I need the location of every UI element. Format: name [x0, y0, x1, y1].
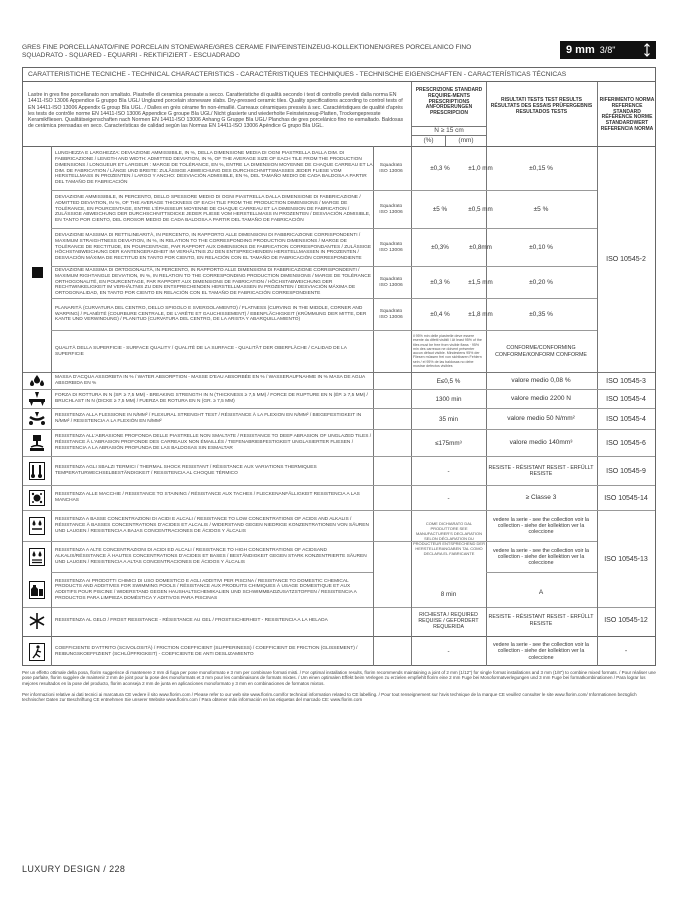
frost-icon	[29, 613, 45, 629]
table-row: RESISTENZA AL GELO / FROST RESISTANCE - RÉSISTANCE AU GEL / FROSTSICHERHEIT - RESISTENCIA A LA HELADA RICHIESTA / REQUIRED REQUISE / GEFORDERT REQUERIDA RESISTE - RÉSISTANT RESIST - ERFÜLLT RESISTE ISO 10545-12	[22, 604, 656, 637]
breaking-strength-icon	[29, 392, 45, 406]
table-row: RESISTENZA AGLI SBALZI TERMICI / THERMAL SHOCK RESISTANT / RÉSISTANCE AUX VARIATIONS THERMIQUES TEMPERATURWECHSELBESTÄNDIGKEIT / RESISTENCIA AL CHOQUE TÉRMICO - RESISTE - RÉSISTANT RESIST - ERFÜLLT RESISTE ISO 10545-9	[23, 457, 655, 485]
table-row: LUNGHEZZA E LARGHEZZA: DEVIAZIONE AMMISSIBILE, IN %, DELLA DIMENSIONE MEDIA DI OGNI PIASTRELLA DALLA DIM. DI FABBRICAZIONE / LENGTH AND WIDTH: ADMITTED DEVIATION, IN %, OF THE AVERAGE SIZE OF EACH TILE FROM THE PRODUCTION DIMENSIONS / LONGUEUR ET LARGEUR : MARGE DE TOLÉRANCE, EN %, ENTRE LA DIMENSION MOYENNE DE CHAQUE CARREAU ET LA DIM. DE FABRICATION / LÄNGE UND BREITE: ZULÄSSIGE ABWEICHUNG DES DURCHSCHNITTSMASSES JEDER FLIESE VOM HERSTELLMASS IN PROZENTEN / LARGO Y ANCHO: DESVIACIÓN ADMISIBLE, EN %, DEL TAMAÑO MEDIO DE CADA BALDOSA A PARTIR DEL TAMAÑO DE FABRICACIÓN Squadrato ISO 13006 ±0,3 % ±1,0 mm ±0,15 %	[55, 151, 553, 185]
size-range-label: N ≥ 15 cm	[434, 127, 464, 134]
water-drops-icon	[29, 375, 45, 387]
norm-iso-10545-13: ISO 10545-13	[604, 555, 648, 563]
results-header: RISULTATI TESTS TEST RESULTS RÉSULTATS DES ESSAIS PRÜFERGEBNIS RESULTADOS TESTS	[490, 97, 593, 115]
header-line-1: GRES FINE PORCELLANATO/FINE PORCELAIN STONEWARE/GRÈS CERAME FIN/FEINSTEINZEUG-KOLLEKTIONEN/GRES PORCELANICO FINO	[22, 44, 472, 51]
unit-mm: (mm)	[458, 137, 474, 144]
abrasion-icon	[30, 435, 44, 451]
manufacturer-declaration: COME DICHIARATO DAL PRODUTTORE SEE MANUFACTURER'S DECLARATION SELON DÉCLARATION DU PRODUCTEUR ENTSPRECHEND DER HERSTELLERANGABEN TAL COMO DECLARA EL FABRICANTE	[412, 521, 485, 556]
table-row: RESISTENZA ALLE MACCHIE / RESISTANCE TO STAINING / RÉSISTANCE AUX TACHES / FLECKENANFÄLLIGKEIT RESISTENCIA A LAS MANCHAS - ≥ Classe 3 ISO 10545-14	[23, 486, 655, 510]
thickness-arrow-icon	[643, 43, 651, 57]
norm-iso-10545-2: ISO 10545-2	[606, 256, 646, 263]
table-row: DEVIAZIONE MASSIMA DI RETTILINEARITÀ, IN PERCENTO, IN RAPPORTO ALLE DIMENSIONI DI FABBRICAZIONE CORRISPONDENTI / MAXIMUM STRAIGHTNESS DEVIATION, IN %, IN RELATION TO THE CORRESPONDING PRODUCTION DIMENSIONS / MARGE DE TOLÉRANCE DE RECTITUDE, EN POURCENTAGE, PAR RAPPORT AUX DIMENSIONS DE FABRICATION CORRESPONDANTES / ZULÄSSIGE HÖCHSTABWEICHUNG DER KANTENGERADHEIT IM VERHÄLTNIS ZU DEN ENTSPRECHENDEN HERSTELLMASSEN IN PROZENTEN / DESVIACIÓN MÁXIMA DE RECTITUD EN TANTO POR CIENTO, EN RELACIÓN CON EL TAMAÑO DE FABRICACIÓN CORRESPONDIENTE Squadrato ISO 13006 ±0,3% ±0,8mm ±0,10 %	[55, 233, 553, 262]
acid-drops-icon	[29, 517, 45, 535]
household-chemicals-icon	[29, 581, 45, 599]
thickness-inch: 3/8"	[599, 45, 616, 55]
stain-icon	[29, 490, 45, 506]
intro-text: Lastre in gres fine porcellanato non smaltato. Piastrelle di ceramica pressate a secco. Caratteristiche di qualità secondo i test di controllo previsti dalla norma EN 14411-ISO 13006 Appendice G gruppo BIa UGL/ Unglazed porcelain stoneware slabs. Dry-pressed ceramic tiles. Quality specifications according to control tests of EN 14411-ISO 13006 Appendix G group BIa UGL. / Dalles en grès cérame fin non-émaillé. Carreaux céramiques pressés à sec. Caractéristiques de qualité d'après les tests de contrôle norme EN 14411-ISO 13006 Appendice G groupe BIa UGL/ Nicht glasierte und wiederholte Feinsteinzeug-Platten, Trockengepresste Keramikfliesen. Qualitätseigenschaften nach Normen EN 14411-ISO 13006 Anhang G Gruppe BIa UGL/ Planchas de gres porcelánico fino no esmaltado. Baldosas de cerámica prensadas en seco. Características de calidad según las Normas EN 14411-ISO 13006 Apéndice G grupo BIa UGL.	[28, 92, 404, 130]
friction-icon	[29, 643, 45, 661]
characteristics-table	[22, 67, 656, 637]
collection-header	[22, 44, 527, 61]
norm-header: RIFERIMENTO NORMA REFERENCE STANDARD RÉFÉRENCE NORME STANDARDWERT REFERENCIA NORMA	[599, 97, 655, 132]
thickness-badge	[560, 41, 656, 59]
table-row: DEVIAZIONE AMMISSIBILE, IN PERCENTO, DELLO SPESSORE MEDIO DI OGNI PIASTRELLA DALLA DIMENSIONE DI FABBRICAZIONE / ADMITTED DEVIATION, IN %, OF THE AVERAGE THICKNESS OF EACH TILE FROM THE PRODUCTION DIMENSIONS / MARGE DE TOLÉRANCE, EN POURCENTAGE, ENTRE L'ÉPAISSEUR MOYENNE DE CHAQUE CARREAU ET LA DIMENSION DE FABRICATION / ZULÄSSIGE ABWEICHUNG DER DURCHSCHNITTSDICKE JEDER FLIESE VOM HERSTELLMASS IN PROZENTEN / DESVIACIÓN ADMISIBLE, EN TANTO POR CIENTO, DEL GROSOR MEDIO DE CADA BALDOSA A PARTIR DEL TAMAÑO DE FABRICACIÓN Squadrato ISO 13006 ±5 % ±0,5 mm ±5 %	[55, 195, 549, 224]
table-row: FORZA DI ROTTURA IN N (SP. ≥ 7,5 MM) - BREAKING STRENGTH IN N (THICKNESS ≥ 7,5 MM) / FORCE DE RUPTURE EN N (ÉP. ≥ 7,5 MM) / BRUCHLAST IN N (DICKE ≥ 7,5 MM) / FUERZA DE ROTURA EN N (GR. ≥ 7,5 MM) 1300 min valore medio 2200 N ISO 10545-4	[23, 390, 655, 408]
table-row: RESISTENZA A BASSE CONCENTRAZIONI DI ACIDI E ALCALI / RESISTANCE TO LOW CONCENTRATIONS OF ACIDS AND ALKALIS / RÉSISTANCE À BASSES CONCENTRATIONS D'ACIDES ET ALCALIS / WIDERSTAND GEGEN NIEDRIGE KONZENTRATIONEN VON SÄUREN UND LAUGEN / RESISTENCIA A BAJAS CONCENTRACIONES DE ÁCIDOS Y ÁLCALIS vedere la serie - see the collection voir la collection - siehe der kollektion ver la coleccione	[23, 511, 655, 541]
table-row: RESISTENZA AI PRODOTTI CHIMICI DI USO DOMESTICO E AGLI ADDITIVI PER PISCINA / RESISTANCE TO DOMESTIC CHEMICAL PRODUCTS AND ADDITIVES FOR SWIMMING POOLS / RÉSISTANCE AUX PRODUITS CHIMIQUES À USAGE DOMESTIQUE ET AUX ADDITIFS POUR PISCINE / WIDERSTAND GEGEN HAUSHALTSCHEMIKALIEN UND SCHWIMMBADZUSATZSTOFFEN / RESISTENCIA A PRODUCTOS PARA LIMPIEZA DOMÉSTICA Y ADITIVOS PARA PISCINAS 8 min A	[23, 573, 655, 607]
table-row: RESISTENZA ALLA FLESSIONE IN N/MM² / FLEXURAL STRENGHT TEST / RÉSISTANCE À LA FLEXION EN N/MM² / BIEGEFESTIGKEIT IN N/MM² / RESISTENCIA A LA FLEXIÓN EN N/MM² 35 min valore medio 50 N/mm² ISO 10545-4	[23, 409, 655, 429]
thermal-shock-icon	[29, 462, 45, 480]
table-row: QUALITÀ DELLA SUPERFICIE - SURFACE QUALITY / QUALITÉ DE LA SURFACE - QUALITÄT DER OBERFLÄCHE / CALIDAD DE LA SUPERFICIE il 95% min delle piastrelle deve essere esente da difetti visibili / At least 95% of the tiles must be free from visible flaws · 95% min des carreaux ne doivent présenter aucun défaut visible. Mindestens 95% der Fliesen müssen frei von sichtbaren Fehlern sein / el 95% de las baldosas no debe mostrar defectos visibles CONFORME/CONFORMING CONFORME/KONFORM CONFORME	[55, 334, 587, 369]
unit-percent: (%)	[423, 137, 434, 144]
ce-footnote: Per informazioni relative ai dati tecnici ai marcatura CE vedere il sito www.florim.com / Please refer to our web site www.florim.com/for technical information related to CE labelling. / Pour tout renseignement sur l'avis technique de la marque CE veuillez consulter le site www.florim.com/ Informationen bezüglich technischer Daten zur Beschriftung CE entnehmen Sie unserer Website www.florim.com / Para obtener más información en las etiquetas del marcado CE: www.florim.com	[22, 692, 637, 703]
requirements-header: PRESCRIZIONE STANDARD REQUIRE-MENTS PRESCRIPTIONS ANFORDERUNGEN PRESCRIPCION	[415, 87, 483, 117]
table-row: RESISTENZA ALL'ABRASIONE PROFONDA DELLE PIASTRELLE NON SMALTATE / RESISTANCE TO DEEP ABRASION OF UNGLAZED TILES / RÉSISTANCE À L'ABRASION PROFONDE DES CARREAUX NON ÉMAILLÉS / TIEFENABRIEBFESTIGKEIT UNGLASIERTER FLIESEN / RESISTENCIA A LA ABRASIÓN PROFUNDA DE LAS BALDOSAS SIN ESMALTAR ≤175mm³ valore medio 140mm³ ISO 10545-6	[23, 430, 655, 456]
table-row: DEVIAZIONE MASSIMA DI ORTOGONALITÀ, IN PERCENTO, IN RAPPORTO ALLE DIMENSIONI DI FABBRICAZIONE CORRISPONDENTI / MAXIMUM RIGHTANGLE DEVIATION, IN %, IN RELATION TO THE CORRESPONDING PRODUCTION DIMENSIONS / MARGE DE TOLÉRANCE ORTHOGONALITÉ, EN POURCENTAGE, PAR RAPPORT AUX DIMENSIONS DE FABRICATION / HÖCHSTABWEICHUNG DER RECHTWINKELIGKEIT IM VERHÄLTNIS ZU DEN ENTSPRECHENDEN HERSTELLMASSEN IN PROZENTEN / DESVIACIÓN MÁXIMA DE ORTOGONALIDAD, EN TANTO POR CIENTO EN RELACIÓN CON EL TAMAÑO DE FABRICACIÓN CORRESPONDIENTE Squadrato ISO 13006 ±0,3 % ±1,5 mm ±0,20 %	[55, 268, 553, 297]
acid-drops-alt-icon	[29, 548, 45, 566]
table-row: RESISTENZA A ALTE CONCENTRAZIONI DI ACIDI ED ALCALI / RESISTANCE TO HIGH CONCENTRATIONS OF ACIDSAND ALKALIS/RÉSISTANCE À HAUTES CONCENTRATIONS D'ACIDES ET BASES / BESTÄNDIGKEIT GEGEN STARK KONZENTRIERTE SÄUREN UND LAUGEN / RESISTENCIA A ALTAS CONCENTRACIONES DE ÁCIDOS Y ÁLCALIS vedere la serie - see the collection voir la collection - siehe der kollektion ver la coleccione	[23, 542, 655, 572]
page-footer: LUXURY DESIGN / 228	[22, 864, 126, 874]
thickness-mm: 9 mm	[566, 44, 595, 56]
table-row: MASSA D'ACQUA ASSORBITA IN % / WATER ABSORPTION - MASSE D'EAU ABSORBÉE EN % / WASSERAUFNAHME IN % MASA DE AGUA ABSORBIDA EN % E≤0,5 % valore medio 0,08 % ISO 10545-3	[23, 373, 655, 389]
header-line-2: SQUADRATO - SQUARED - ÉQUARRI - REKTIFIZIERT - ESCUADRADO	[22, 52, 240, 60]
joint-footnote: Per un effetto ottimale della posa, florim suggerisce di mantenere 2 mm di fuga per pose monoformato e 3 mm per combinare formati misti. / For optimal installation results, florim recommends maintaining a joint of 2 mm (1/12") for single format installations and 3 mm (1/8") to combine mixed formats. / Pour réaliser une pose parfaite, florim suggère de maintenir 2 mm de joint pour la pose des monoformats et 3 mm pour les combinaisons de formats mixtes. / Um einen optimalen Effekt beim Verlegen zu erzielen empfiehlt florim eine 2 mm Fuge bei Monoformatverlegungen und 3 mm Fuge bei formatkombinationen / Para lograr los mejores resultados en la pose del producto, florim aconseja 2 mm de junta en aplicaciones monoformato y 3 mm en combinaciones de formatos mixtos.	[22, 670, 656, 686]
bending-icon	[29, 412, 45, 426]
table-title: CARATTERISTICHE TECNICHE - TECHNICAL CHARACTERISTICS - CARACTÉRISTIQUES TECHNIQUES - TECHNISCHE EIGENSCHAFTEN - CARACTERÍSTICAS TÉCNICAS	[23, 68, 655, 82]
table-row: COEFFICIENTE D'ATTRITO (SCIVOLOSITÀ) / FRICTION COEFFICIENT (SLIPPERINESS) / COEFFICIENT DE FRICTION (GLISSEMENT) / REIBUNGSKOEFFIZIENT (SCHLÜPFRIGKEIT) - COEFICIENTE DE ANTI DESLIZAMIENTO - vedere la serie - see the collection voir la collection - siehe der kollektion ver la coleccione -	[22, 637, 656, 666]
table-row: PLANARITÀ (CURVATURA DEL CENTRO, DELLO SPIGOLO E SVERGOLAMENTO) / FLATNESS (CURVING IN THE MIDDLE, CORNER AND WARPING) / PLANÉITÉ (COURBURE CENTRALE, DE L'ARÊTE ET GAUCHISSEMENT) / EBENFLÄCHIGKEIT (KRÜMMUNG DER MITTE, DER KANTE UND VERWINDUNG) / PLANITUD (CURVATURA DEL CENTRO, DE LA ARISTA Y ABARQUILLAMIENTO) Squadrato ISO 13006 ±0,4 % ±1,8 mm ±0,35 %	[55, 305, 553, 323]
